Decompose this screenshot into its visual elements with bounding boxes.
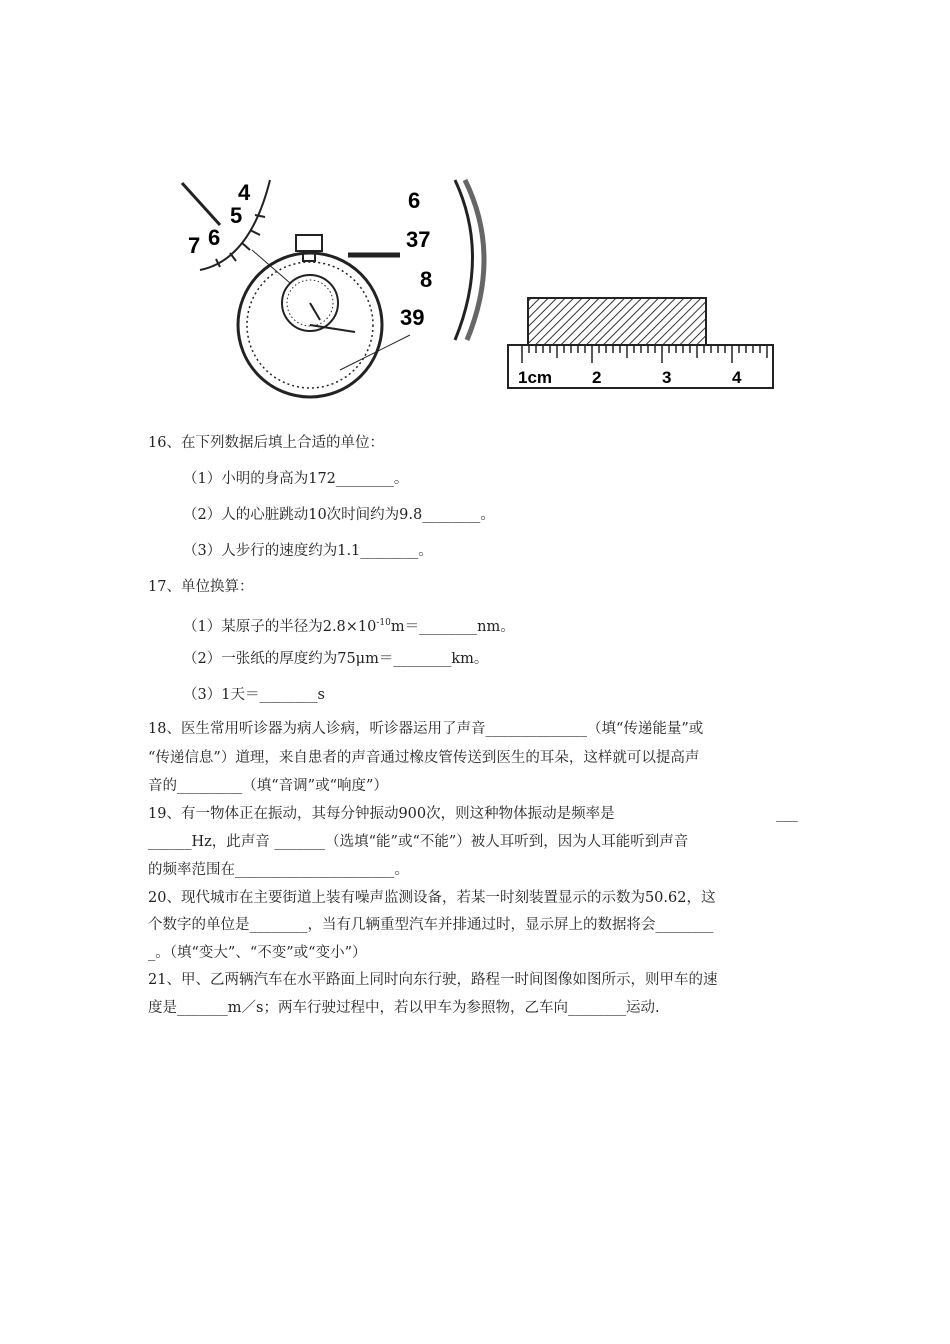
outer-label-8: 8 <box>420 267 433 292</box>
q17-item-1-exponent: -10 <box>376 618 391 628</box>
q20-line-1: 20、现代城市在主要街道上装有噪声监测设备，若某一时刻装置显示的示数为50.62，这 <box>148 890 716 906</box>
q18-line-1: 18、医生常用听诊器为病人诊病，听诊器运用了声音______________（填“传递能量”或 <box>148 721 704 737</box>
inner-label-6: 6 <box>208 225 221 250</box>
ruler-ticks <box>522 345 767 363</box>
inner-label-5: 5 <box>230 203 243 228</box>
q16-item-1: （1）小明的身高为172________。 <box>183 471 409 487</box>
stopwatch-ruler-figure <box>170 175 790 400</box>
q17-item-2: （2）一张纸的厚度约为75μm＝________km。 <box>183 651 489 667</box>
q17-item-1 <box>183 613 515 637</box>
q16-item-3: （3）人步行的速度约为1.1________。 <box>183 543 433 559</box>
q17-item-1-post: m＝________nm。 <box>390 619 515 635</box>
q18-line-2: “传递信息”）道理，来自患者的声音通过橡皮管传送到医生的耳朵，这样就可以提高声 <box>148 750 700 766</box>
q17-item-3: （3）1天＝________s <box>183 687 325 703</box>
q16-item-2: （2）人的心脏跳动10次时间约为9.8________。 <box>183 507 495 523</box>
inner-label-4: 4 <box>238 180 251 205</box>
outer-label-37: 37 <box>406 227 431 252</box>
q21-line-1: 21、甲、乙两辆汽车在水平路面上同时向东行驶，路程一时间图像如图所示，则甲车的速 <box>148 972 718 988</box>
ruler-label-2: 2 <box>592 368 602 387</box>
q21-line-2: 度是_______m／s；两车行驶过程中，若以甲车为参照物，乙车向________运动. <box>148 1000 660 1016</box>
ruler-label-1cm: 1cm <box>518 368 553 387</box>
measured-block <box>528 298 706 345</box>
outer-label-39: 39 <box>400 305 425 330</box>
q19-line-1: 19、有一物体正在振动，其每分钟振动900次，则这种物体振动是频率是 <box>148 806 615 822</box>
stopwatch <box>238 235 410 397</box>
q16-stem: 16、在下列数据后填上合适的单位： <box>148 435 384 451</box>
ruler-label-4: 4 <box>732 368 742 387</box>
q20-line-3: _。（填“变大”、“不变”或“变小”） <box>148 945 367 961</box>
ruler-label-3: 3 <box>662 368 672 387</box>
q17-stem: 17、单位换算： <box>148 579 254 595</box>
figure-area <box>170 175 790 400</box>
inner-label-7: 7 <box>188 233 201 258</box>
q19-line-2: ______Hz，此声音 _______（选填“能”或“不能”）被人耳听到，因为人耳能听到声音 <box>148 834 689 850</box>
q19-line-1-blank: ___ <box>776 806 798 822</box>
q17-item-1-pre: （1）某原子的半径为2.8×10 <box>183 619 377 635</box>
outer-label-6: 6 <box>408 188 421 213</box>
q18-line-3: 音的_________（填“音调”或“响度”） <box>148 778 388 794</box>
q20-line-2: 个数字的单位是________，当有几辆重型汽车并排通过时，显示屏上的数据将会________ <box>148 917 714 933</box>
q19-line-3: 的频率范围在______________________。 <box>148 862 409 878</box>
